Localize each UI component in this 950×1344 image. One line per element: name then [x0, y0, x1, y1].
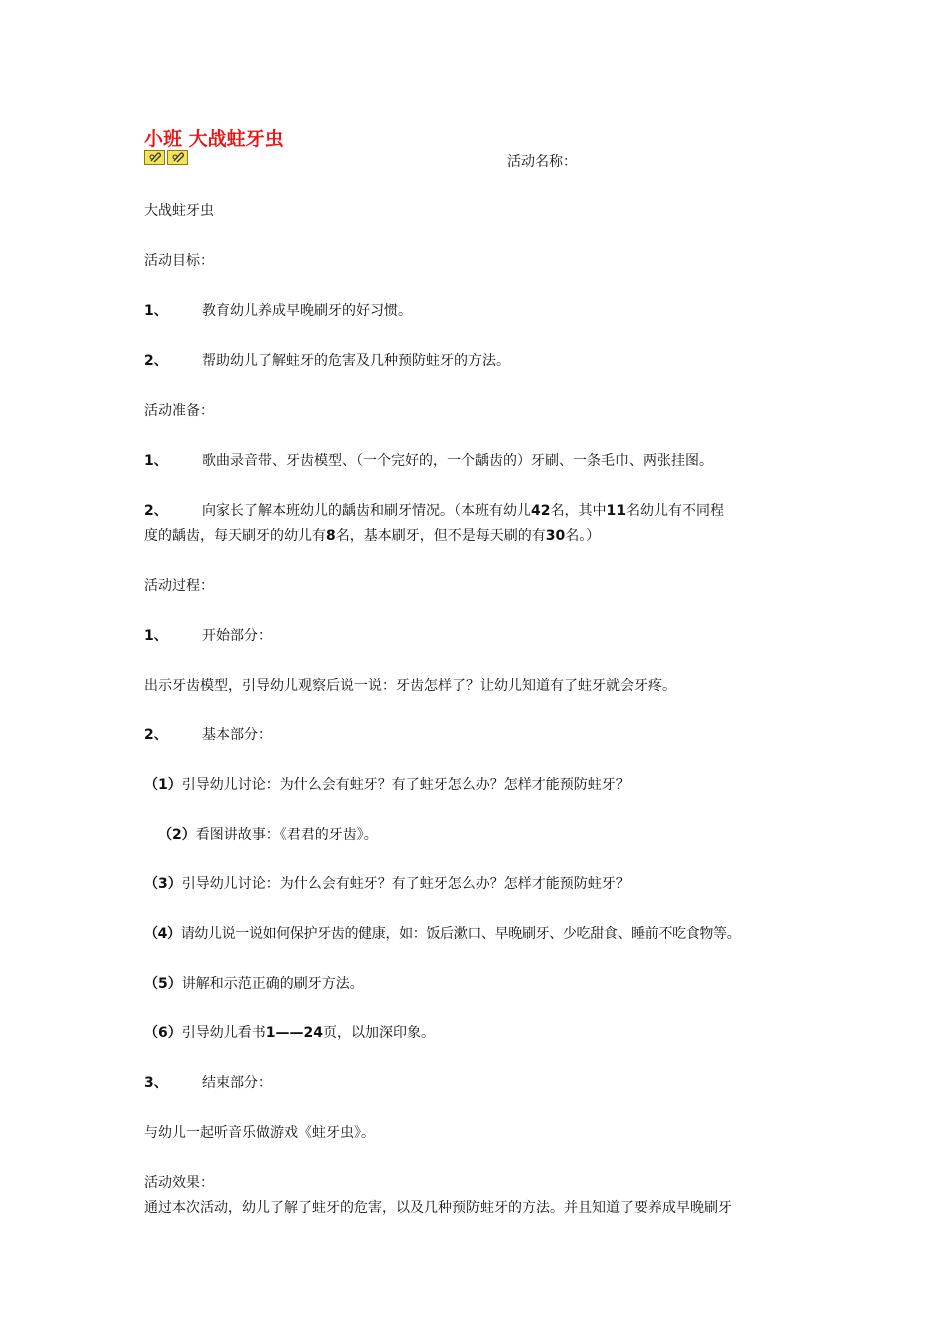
daily-brush-count: 8	[326, 528, 336, 544]
goal-number: 1、	[144, 303, 168, 319]
goal-item-2	[144, 348, 510, 374]
step-3	[144, 871, 630, 897]
part-title: 结束部分：	[202, 1075, 272, 1091]
process-part-2	[144, 722, 272, 748]
part-number: 3、	[144, 1075, 168, 1091]
prep-text: 名。）	[565, 528, 601, 544]
prep-text: 名，其中	[550, 503, 607, 519]
prep-text: 名幼儿有不同程	[625, 503, 724, 519]
process-part-1-desc: 出示牙齿模型，引导幼儿观察后说一说：牙齿怎样了？让幼儿知道有了蛀牙就会牙疼。	[144, 678, 676, 694]
prep-number: 1、	[144, 453, 168, 469]
step-number: （5）	[144, 976, 182, 992]
step-text: 讲解和示范正确的刷牙方法。	[181, 976, 364, 992]
effect-text: 通过本次活动，幼儿了解了蛀牙的危害，以及几种预防蛀牙的方法。并且知道了要养成早晚刷牙	[144, 1200, 732, 1216]
step-text: 引导幼儿讨论：为什么会有蛀牙？有了蛀牙怎么办？怎样才能预防蛀牙？	[181, 777, 630, 793]
goal-number: 2、	[144, 353, 168, 369]
step-text: 页，以加深印象。	[322, 1025, 435, 1041]
prep-item-2-continued	[144, 523, 600, 549]
goal-item-1	[144, 298, 412, 324]
prep-text: 度的龋齿，每天刷牙的幼儿有	[144, 528, 326, 544]
step-text: 看图讲故事：《君君的牙齿》。	[195, 827, 378, 843]
attachment-icon[interactable]	[144, 150, 165, 165]
step-number: （3）	[144, 876, 182, 892]
step-6	[144, 1020, 435, 1046]
prep-item-2	[144, 498, 724, 524]
step-text: 引导幼儿看书	[181, 1025, 266, 1041]
page-title: 小班 大战蛀牙虫	[144, 128, 284, 150]
prep-text: 歌曲录音带、牙齿模型、（一个完好的，一个龋齿的）牙刷、一条毛巾、两张挂图。	[202, 453, 713, 469]
part-number: 2、	[144, 727, 168, 743]
effect-heading: 活动效果：	[144, 1175, 214, 1191]
step-number: （4）	[144, 926, 181, 942]
prep-text: 名，基本刷牙，但不是每天刷的有	[335, 528, 546, 544]
child-count: 42	[531, 503, 551, 519]
step-number: （1）	[144, 777, 182, 793]
caries-count: 11	[606, 503, 626, 519]
partial-brush-count: 30	[545, 528, 566, 544]
goal-text: 教育幼儿养成早晚刷牙的好习惯。	[202, 303, 412, 319]
goals-heading: 活动目标：	[144, 253, 214, 269]
activity-name-label: 活动名称：	[507, 154, 577, 170]
prep-heading: 活动准备：	[144, 403, 214, 419]
step-number: （6）	[144, 1025, 182, 1041]
step-5	[144, 971, 364, 997]
part-title: 基本部分：	[202, 727, 272, 743]
step-1	[144, 772, 630, 798]
process-heading: 活动过程：	[144, 578, 214, 594]
step-2	[158, 822, 378, 848]
prep-item-1	[144, 448, 713, 474]
attachment-icons	[144, 150, 188, 165]
prep-text: 向家长了解本班幼儿的龋齿和刷牙情况。（本班有幼儿	[202, 503, 531, 519]
process-part-3	[144, 1070, 272, 1096]
part-title: 开始部分：	[202, 628, 272, 644]
process-part-3-desc: 与幼儿一起听音乐做游戏《蛀牙虫》。	[144, 1125, 375, 1141]
goal-text: 帮助幼儿了解蛀牙的危害及几种预防蛀牙的方法。	[202, 353, 510, 369]
step-text: 引导幼儿讨论：为什么会有蛀牙？有了蛀牙怎么办？怎样才能预防蛀牙？	[181, 876, 630, 892]
step-4	[144, 921, 740, 947]
attachment-icon[interactable]	[167, 150, 188, 165]
process-part-1	[144, 623, 272, 649]
part-number: 1、	[144, 628, 168, 644]
prep-number: 2、	[144, 503, 168, 519]
activity-name: 大战蛀牙虫	[144, 203, 214, 219]
step-number: （2）	[158, 827, 196, 843]
step-text: 请幼儿说一说如何保护牙齿的健康，如：饭后漱口、早晚刷牙、少吃甜食、睡前不吃食物等。	[180, 926, 741, 942]
page-range: 1——24	[265, 1025, 323, 1041]
